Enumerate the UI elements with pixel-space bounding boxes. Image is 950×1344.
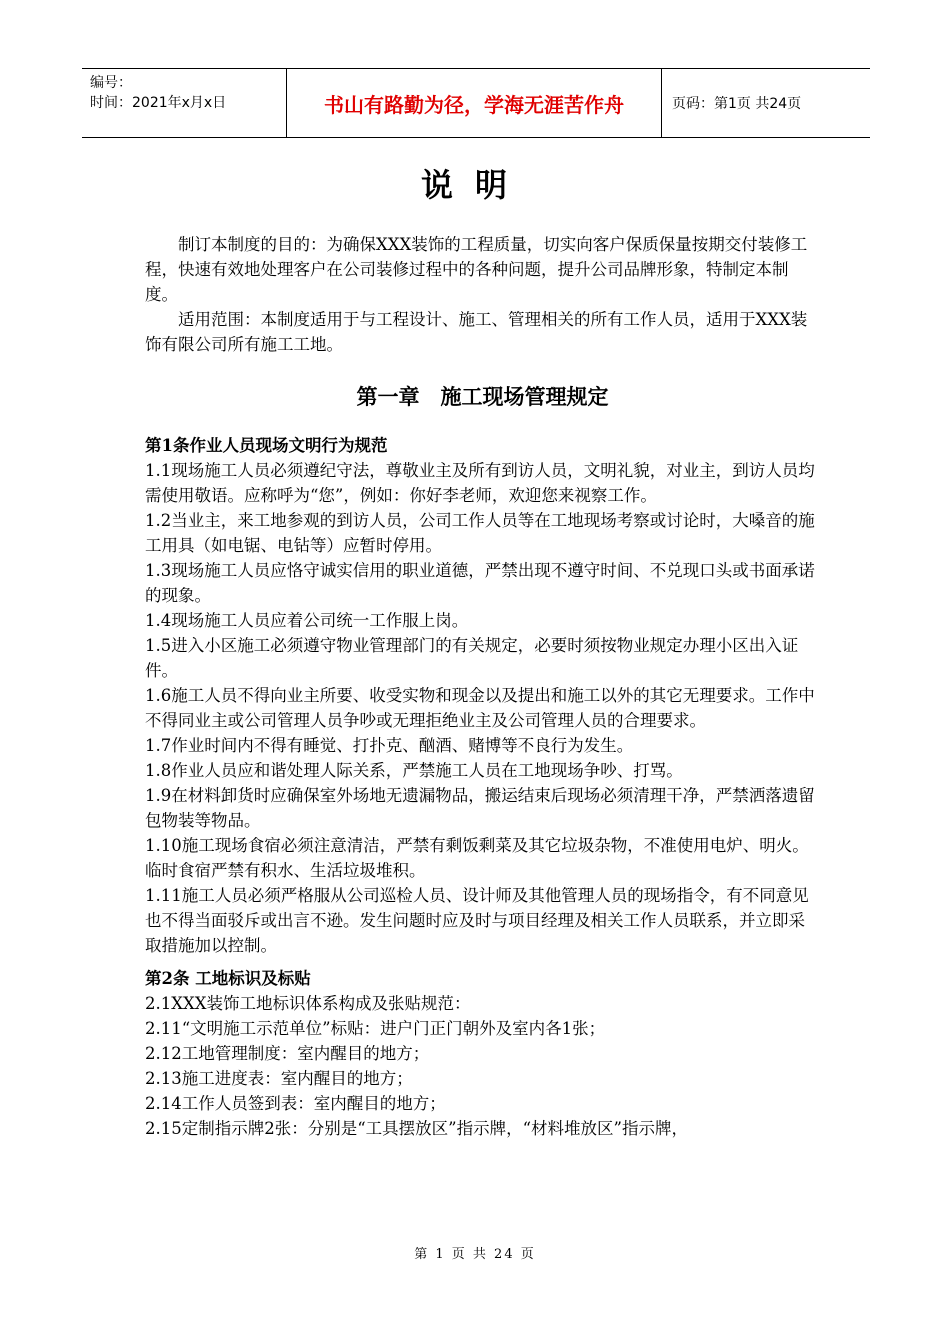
page-footer: 第 1 页 共 24 页 [414, 1247, 536, 1262]
clause-1-4: 1.4现场施工人员应着公司统一工作服上岗。 [145, 611, 469, 630]
clause-2-14: 2.14工作人员签到表：室内醒目的地方； [145, 1094, 446, 1113]
header-page-info: 页码：第1页 共24页 [672, 96, 802, 112]
document-body [145, 232, 820, 1141]
clause-2-15: 2.15定制指示牌2张：分别是“工具摆放区”指示牌，“材料堆放区”指示牌， [145, 1119, 688, 1138]
header-meta [82, 69, 287, 137]
clause-2-11: 2.11“文明施工示范单位”标贴：进户门正门朝外及室内各1张； [145, 1019, 606, 1038]
article-1-title: 第1条作业人员现场文明行为规范 [145, 436, 388, 455]
chapter-heading: 第一章 施工现场管理规定 [356, 384, 609, 409]
clause-1-3: 1.3现场施工人员应恪守诚实信用的职业道德，严禁出现不遵守时间、不兑现口头或书面承诺的现象。 [145, 561, 815, 605]
clause-1-10: 1.10施工现场食宿必须注意清洁，严禁有剩饭剩菜及其它垃圾杂物，不准使用电炉、明火。临时食宿严禁有积水、生活垃圾堆积。 [145, 836, 809, 880]
article-2-title: 第2条 工地标识及标贴 [145, 969, 311, 988]
intro-purpose: 制订本制度的目的：为确保XXX装饰的工程质量，切实向客户保质保量按期交付装修工程，快速有效地处理客户在公司装修过程中的各种问题，提升公司品牌形象，特制定本制度。 [145, 235, 808, 304]
clause-1-1: 1.1现场施工人员必须遵纪守法，尊敬业主及所有到访人员，文明礼貌，对业主，到访人员均需使用敬语。应称呼为“您”，例如：你好李老师，欢迎您来视察工作。 [145, 461, 815, 505]
clause-1-2: 1.2当业主，来工地参观的到访人员，公司工作人员等在工地现场考察或讨论时，大嗓音的施工用具（如电锯、电钻等）应暂时停用。 [145, 511, 815, 555]
clause-2-12: 2.12工地管理制度：室内醒目的地方； [145, 1044, 430, 1063]
intro-scope: 适用范围：本制度适用于与工程设计、施工、管理相关的所有工作人员，适用于XXX装饰有限公司所有施工工地。 [145, 310, 808, 354]
clause-2-1: 2.1XXX装饰工地标识体系构成及张贴规范： [145, 994, 471, 1013]
page-header [82, 68, 870, 138]
document-title: 说明 [420, 166, 529, 204]
number-label: 编号： [90, 75, 132, 91]
clause-1-8: 1.8作业人员应和谐处理人际关系，严禁施工人员在工地现场争吵、打骂。 [145, 761, 683, 780]
clause-1-6: 1.6施工人员不得向业主所要、收受实物和现金以及提出和施工以外的其它无理要求。工作中不得同业主或公司管理人员争吵或无理拒绝业主及公司管理人员的合理要求。 [145, 686, 815, 730]
clause-1-5: 1.5进入小区施工必须遵守物业管理部门的有关规定，必要时须按物业规定办理小区出入证件。 [145, 636, 799, 680]
clause-1-9: 1.9在材料卸货时应确保室外场地无遗漏物品，搬运结束后现场必须清理干净，严禁洒落遗留包物装等物品。 [145, 786, 815, 830]
clause-2-13: 2.13施工进度表：室内醒目的地方； [145, 1069, 413, 1088]
clause-1-11: 1.11施工人员必须严格服从公司巡检人员、设计师及其他管理人员的现场指令，有不同意见也不得当面驳斥或出言不逊。发生问题时应及时与项目经理及相关工作人员联系，并立即采取措施加以控制。 [145, 886, 809, 955]
date-line: 时间：2021年x月x日 [90, 95, 227, 111]
header-motto: 书山有路勤为径，学海无涯苦作舟 [287, 69, 662, 137]
clause-1-7: 1.7作业时间内不得有睡觉、打扑克、酗酒、赌博等不良行为发生。 [145, 736, 634, 755]
